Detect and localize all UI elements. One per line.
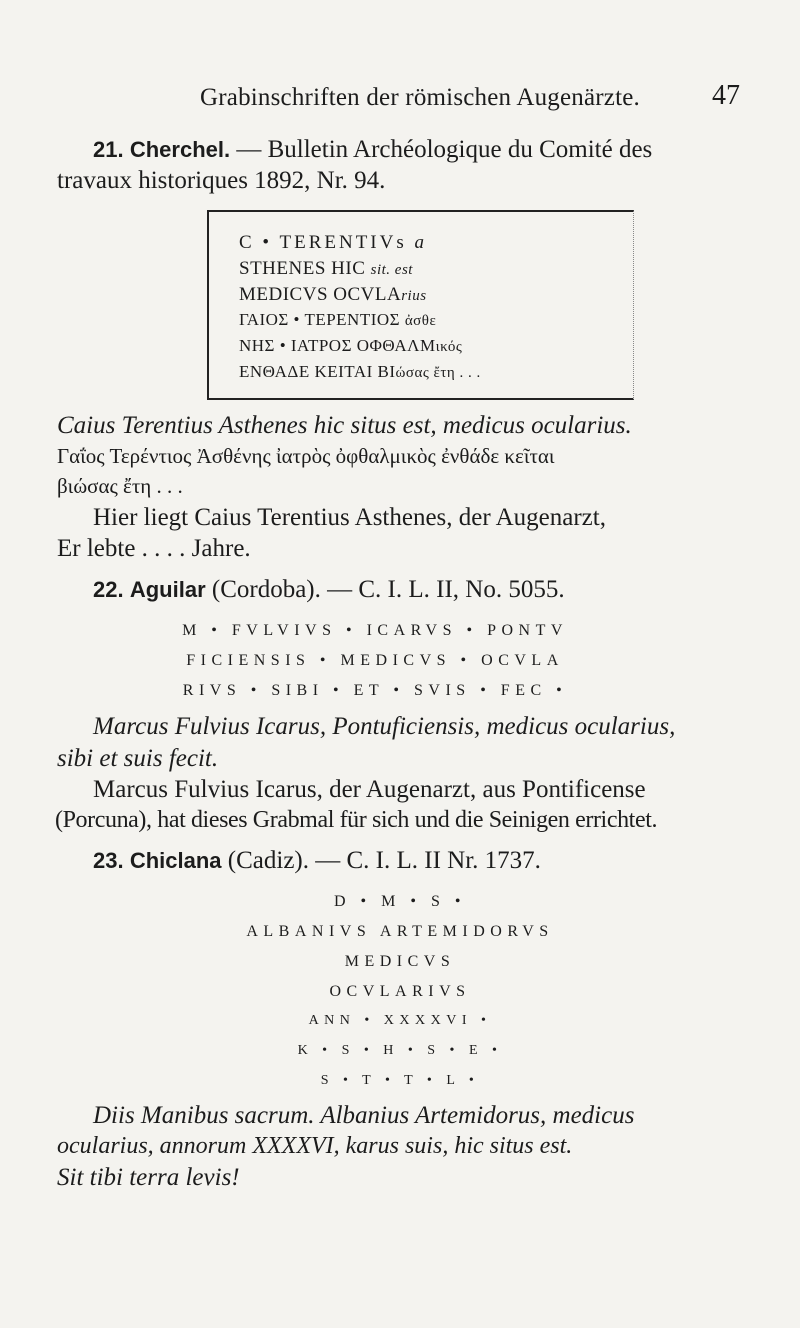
inscription-line: S • T • T • L •	[320, 1073, 480, 1088]
entry-place: Aguilar	[129, 577, 206, 602]
entry-number: 21.	[93, 137, 124, 162]
inscription-line: OCVLARIVS	[329, 983, 471, 1000]
running-title: Grabinschriften der römischen Augenärzte.	[200, 84, 640, 111]
entry-21-heading	[93, 136, 652, 164]
german-translation: Hier liegt Caius Terentius Asthenes, der Augenarzt,	[93, 504, 606, 531]
entry-reference: — Bulletin Archéologique du Comité des	[230, 136, 653, 163]
inscription-box	[207, 210, 634, 400]
inscription-line: STHENES HIC sit. est	[239, 258, 413, 279]
greek-transcription: Γαΐος Τερέντιος Ἀσθένης ἰατρὸς ὀφθαλμικὸς ἐνθάδε κεῖται	[57, 444, 555, 468]
page-number: 47	[712, 80, 740, 111]
latin-transcription-end: Sit tibi terra levis!	[57, 1164, 240, 1191]
inscription-line: ΝΗΣ • ΙΑΤΡΟΣ ΟΦΘΑΛΜικός	[239, 336, 463, 355]
inscription-line: K • S • H • S • E •	[297, 1043, 503, 1058]
inscription-line: MEDICVS	[344, 953, 456, 970]
inscription-line: ΕΝΘΑΔΕ ΚΕΙΤΑΙ ΒΙώσας ἔτη . . .	[239, 362, 481, 381]
running-head	[0, 80, 800, 114]
entry-place: Cherchel.	[129, 137, 231, 162]
inscription-line: C • TERENTIVs a	[239, 232, 427, 253]
latin-transcription: Diis Manibus sacrum. Albanius Artemidorus, medicus	[93, 1102, 635, 1129]
inscription-line: M • FVLVIVS • ICARVS • PONTV	[182, 622, 568, 639]
inscription-line: ANN • XXXXVI •	[308, 1013, 492, 1028]
inscription-line: RIVS • SIBI • ET • SVIS • FEC •	[182, 682, 568, 699]
inscription-line: MEDICVS OCVLArius	[239, 284, 427, 305]
german-translation-cont: Er lebte . . . . Jahre.	[57, 535, 251, 562]
latin-transcription-cont: sibi et suis fecit.	[57, 745, 219, 772]
entry-22-heading	[93, 576, 565, 604]
latin-transcription: Caius Terentius Asthenes hic situs est, medicus ocularius.	[57, 412, 632, 439]
entry-reference: (Cordoba). — C. I. L. II, No. 5055.	[205, 576, 565, 603]
entry-23-heading	[93, 847, 541, 875]
inscription-line: FICIENSIS • MEDICVS • OCVLA	[186, 652, 564, 669]
latin-transcription: Marcus Fulvius Icarus, Pontuficiensis, medicus ocularius,	[93, 713, 676, 740]
latin-transcription-cont: ocularius, annorum XXXXVI, karus suis, hic situs est.	[57, 1133, 573, 1159]
entry-reference: (Cadiz). — C. I. L. II Nr. 1737.	[221, 847, 541, 874]
inscription-line: D • M • S •	[334, 893, 466, 910]
german-translation-cont: (Porcuna), hat dieses Grabmal für sich und die Seinigen errichtet.	[55, 807, 658, 833]
entry-place: Chiclana	[129, 848, 222, 873]
entry-number: 23.	[93, 848, 124, 873]
entry-number: 22.	[93, 577, 124, 602]
inscription-line: ALBANIVS ARTEMIDORVS	[246, 923, 554, 940]
entry-21-reference-cont: travaux historiques 1892, Nr. 94.	[57, 167, 386, 194]
greek-transcription-cont: βιώσας ἔτη . . .	[57, 474, 183, 498]
inscription-line: ΓΑΙΟΣ • ΤΕΡΕΝΤΙΟΣ ἀσθε	[239, 310, 437, 329]
german-translation: Marcus Fulvius Icarus, der Augenarzt, aus Pontificense	[93, 776, 646, 803]
